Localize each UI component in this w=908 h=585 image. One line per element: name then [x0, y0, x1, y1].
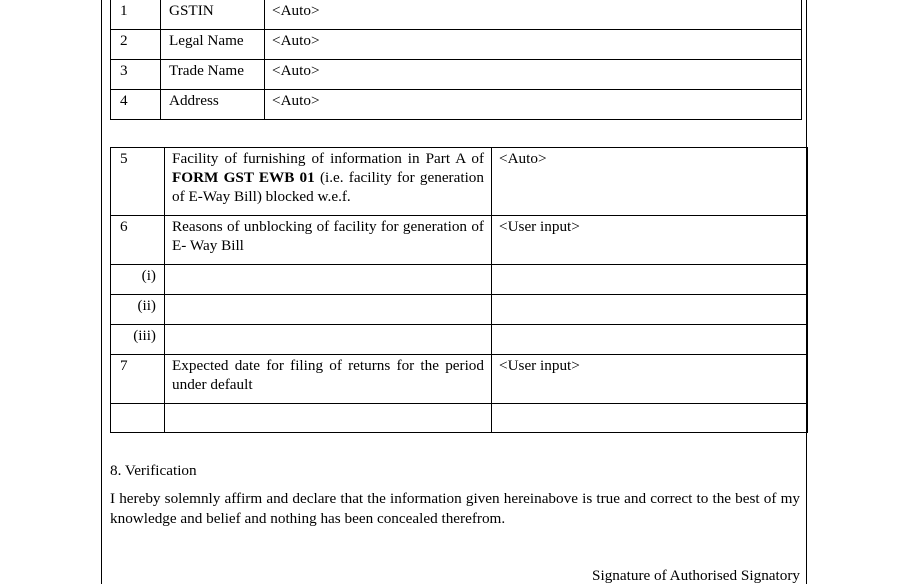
description-text: (i.e. facility for generation of E-Way Bill) blocked w.e.f. [172, 169, 484, 205]
field-label-address: Address [161, 90, 265, 120]
table-row [111, 90, 802, 120]
verification-heading: 8. Verification [110, 462, 197, 479]
row-number: 3 [111, 60, 161, 90]
reason-value-cell[interactable] [492, 295, 808, 325]
row-number: 4 [111, 90, 161, 120]
row-number: 2 [111, 30, 161, 60]
row-number: 1 [111, 0, 161, 30]
page-border-left [101, 0, 102, 584]
field-value-trade-name: <Auto> [265, 60, 802, 90]
reason-input-cell[interactable] [165, 325, 492, 355]
signature-label: Signature of Authorised Signatory [592, 567, 800, 584]
expected-date-description: Expected date for filing of returns for the period under default [165, 355, 492, 404]
reason-value-cell[interactable] [492, 265, 808, 295]
description-text: Facility of furnishing of information in Part A of [172, 150, 484, 167]
sub-item-number: (i) [111, 265, 165, 295]
table-row [111, 325, 808, 355]
unblocking-reasons-value: <User input> [492, 216, 808, 265]
field-value-address: <Auto> [265, 90, 802, 120]
blocked-date-value: <Auto> [492, 148, 808, 216]
sub-item-number: (ii) [111, 295, 165, 325]
row-number: 6 [111, 216, 165, 265]
table-row [111, 148, 808, 216]
reason-input-cell[interactable] [165, 295, 492, 325]
reason-value-cell[interactable] [492, 325, 808, 355]
taxpayer-details-table [110, 0, 802, 120]
reason-input-cell[interactable] [165, 265, 492, 295]
table-row [111, 216, 808, 265]
table-row [111, 355, 808, 404]
field-label-legal-name: Legal Name [161, 30, 265, 60]
table-row [111, 295, 808, 325]
blank-cell [111, 404, 165, 433]
field-value-legal-name: <Auto> [265, 30, 802, 60]
verification-statement: I hereby solemnly affirm and declare that the information given hereinabove is true and correct to the best of my knowledge and belief and nothing has been concealed therefrom. [110, 490, 800, 527]
blank-cell[interactable] [165, 404, 492, 433]
table-row [111, 404, 808, 433]
field-label-gstin: GSTIN [161, 0, 265, 30]
unblocking-reasons-description: Reasons of unblocking of facility for generation of E- Way Bill [165, 216, 492, 265]
row-number: 7 [111, 355, 165, 404]
expected-date-value: <User input> [492, 355, 808, 404]
field-label-trade-name: Trade Name [161, 60, 265, 90]
table-row [111, 60, 802, 90]
table-row [111, 30, 802, 60]
blank-cell[interactable] [492, 404, 808, 433]
blocked-facility-description [165, 148, 492, 216]
unblocking-details-table [110, 147, 808, 433]
table-row [111, 265, 808, 295]
field-value-gstin: <Auto> [265, 0, 802, 30]
table-row [111, 0, 802, 30]
form-name: FORM GST EWB 01 [172, 169, 315, 186]
sub-item-number: (iii) [111, 325, 165, 355]
row-number: 5 [111, 148, 165, 216]
